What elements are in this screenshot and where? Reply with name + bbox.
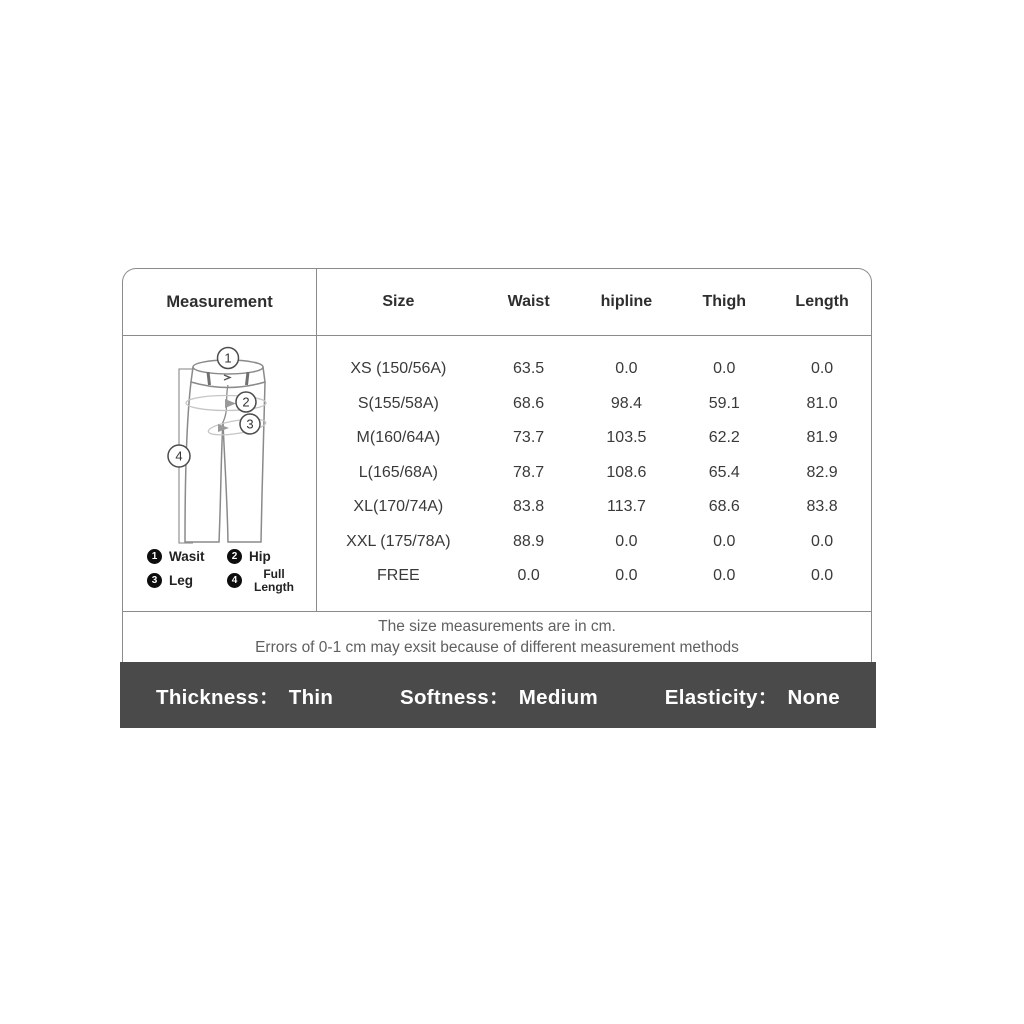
measurement-diagram-cell bbox=[123, 336, 317, 611]
legend-badge-2: 2 bbox=[227, 549, 242, 564]
waist-value: 73.7 bbox=[513, 429, 545, 447]
size-label: M(160/64A) bbox=[356, 429, 441, 447]
hipline-value: 98.4 bbox=[610, 394, 642, 412]
length-value: 0.0 bbox=[810, 532, 834, 550]
size-label: XXL (175/78A) bbox=[346, 532, 451, 550]
length-value: 82.9 bbox=[806, 463, 838, 481]
softness-label: Softness： bbox=[399, 686, 510, 709]
thigh-value: 0.0 bbox=[713, 532, 736, 550]
table-row-s bbox=[317, 387, 871, 422]
hipline-value: 0.0 bbox=[615, 360, 638, 378]
size-label: L(165/68A) bbox=[358, 463, 438, 481]
size-label: FREE bbox=[377, 567, 420, 585]
table-row-l bbox=[317, 456, 871, 491]
thigh-value: 62.2 bbox=[708, 429, 740, 447]
hipline-value: 0.0 bbox=[615, 532, 638, 550]
callout-leg bbox=[240, 414, 260, 434]
column-header-size: Size bbox=[382, 293, 415, 310]
diagram-legend bbox=[147, 549, 299, 593]
softness-value: Medium bbox=[518, 686, 598, 709]
waist-value: 0.0 bbox=[517, 567, 540, 585]
elasticity-label: Elasticity： bbox=[664, 686, 779, 709]
callout-waist bbox=[218, 348, 239, 369]
elasticity-value: None bbox=[787, 686, 840, 709]
legend-label-hip: Hip bbox=[249, 549, 271, 564]
size-rows bbox=[317, 336, 871, 611]
legend-item-leg bbox=[147, 568, 227, 593]
hipline-value: 108.6 bbox=[606, 463, 647, 481]
size-label: XS (150/56A) bbox=[350, 360, 447, 378]
table-body bbox=[123, 336, 871, 611]
svg-text:3: 3 bbox=[246, 416, 254, 432]
svg-text:4: 4 bbox=[175, 448, 183, 464]
note-line-error: Errors of 0-1 cm may exsit because of different measurement methods bbox=[255, 638, 739, 656]
callout-full-length bbox=[168, 445, 190, 467]
hipline-value: 113.7 bbox=[607, 498, 646, 516]
callout-hip bbox=[236, 392, 256, 412]
measurement-header: Measurement bbox=[123, 269, 317, 335]
column-header-hipline: hipline bbox=[600, 293, 653, 310]
table-row-xl bbox=[317, 490, 871, 525]
hipline-value: 103.5 bbox=[606, 429, 647, 447]
waist-value: 63.5 bbox=[513, 360, 545, 378]
size-label: XL(170/74A) bbox=[353, 498, 444, 516]
length-value: 83.8 bbox=[806, 498, 838, 516]
legend-label-waist: Wasit bbox=[169, 549, 205, 564]
waist-value: 83.8 bbox=[513, 498, 545, 516]
legend-badge-1: 1 bbox=[147, 549, 162, 564]
thigh-value: 68.6 bbox=[708, 498, 740, 516]
legend-item-full-length bbox=[227, 568, 299, 593]
table-row-xs bbox=[317, 352, 871, 387]
thickness-value: Thin bbox=[288, 686, 334, 709]
size-chart-panel bbox=[122, 268, 872, 662]
note-line-units: The size measurements are in cm. bbox=[378, 618, 616, 635]
thigh-value: 59.1 bbox=[708, 394, 740, 412]
measurement-notes bbox=[123, 611, 871, 663]
elasticity-attribute bbox=[665, 680, 840, 710]
length-value: 0.0 bbox=[810, 360, 834, 378]
table-row-free bbox=[317, 559, 871, 594]
legend-item-waist bbox=[147, 549, 227, 564]
softness-attribute bbox=[400, 680, 598, 710]
svg-text:1: 1 bbox=[224, 350, 232, 366]
svg-text:2: 2 bbox=[242, 394, 250, 410]
column-header-waist: Waist bbox=[507, 293, 550, 310]
legend-badge-4: 4 bbox=[227, 573, 242, 588]
length-value: 81.0 bbox=[806, 394, 838, 412]
thickness-attribute bbox=[156, 680, 333, 710]
thigh-value: 65.4 bbox=[708, 463, 740, 481]
pants-measurement-diagram-icon bbox=[123, 336, 317, 548]
waist-value: 88.9 bbox=[513, 532, 545, 550]
thigh-value: 0.0 bbox=[713, 567, 736, 585]
table-row-m bbox=[317, 421, 871, 456]
table-header-row bbox=[123, 269, 871, 336]
size-label: S(155/58A) bbox=[357, 394, 439, 412]
column-header-length: Length bbox=[795, 293, 849, 310]
fabric-attributes-bar bbox=[120, 662, 876, 728]
legend-badge-3: 3 bbox=[147, 573, 162, 588]
waist-value: 78.7 bbox=[513, 463, 545, 481]
legend-label-full-length: Full Length bbox=[254, 567, 294, 594]
waist-value: 68.6 bbox=[513, 394, 545, 412]
legend-label-leg: Leg bbox=[169, 573, 194, 589]
thickness-label: Thickness： bbox=[156, 686, 280, 709]
table-row-xxl bbox=[317, 525, 871, 560]
thigh-value: 0.0 bbox=[713, 360, 736, 378]
hipline-value: 0.0 bbox=[615, 567, 638, 585]
column-header-thigh: Thigh bbox=[702, 293, 747, 310]
length-value: 81.9 bbox=[806, 429, 838, 447]
length-value: 0.0 bbox=[810, 567, 834, 585]
legend-item-hip bbox=[227, 549, 299, 564]
